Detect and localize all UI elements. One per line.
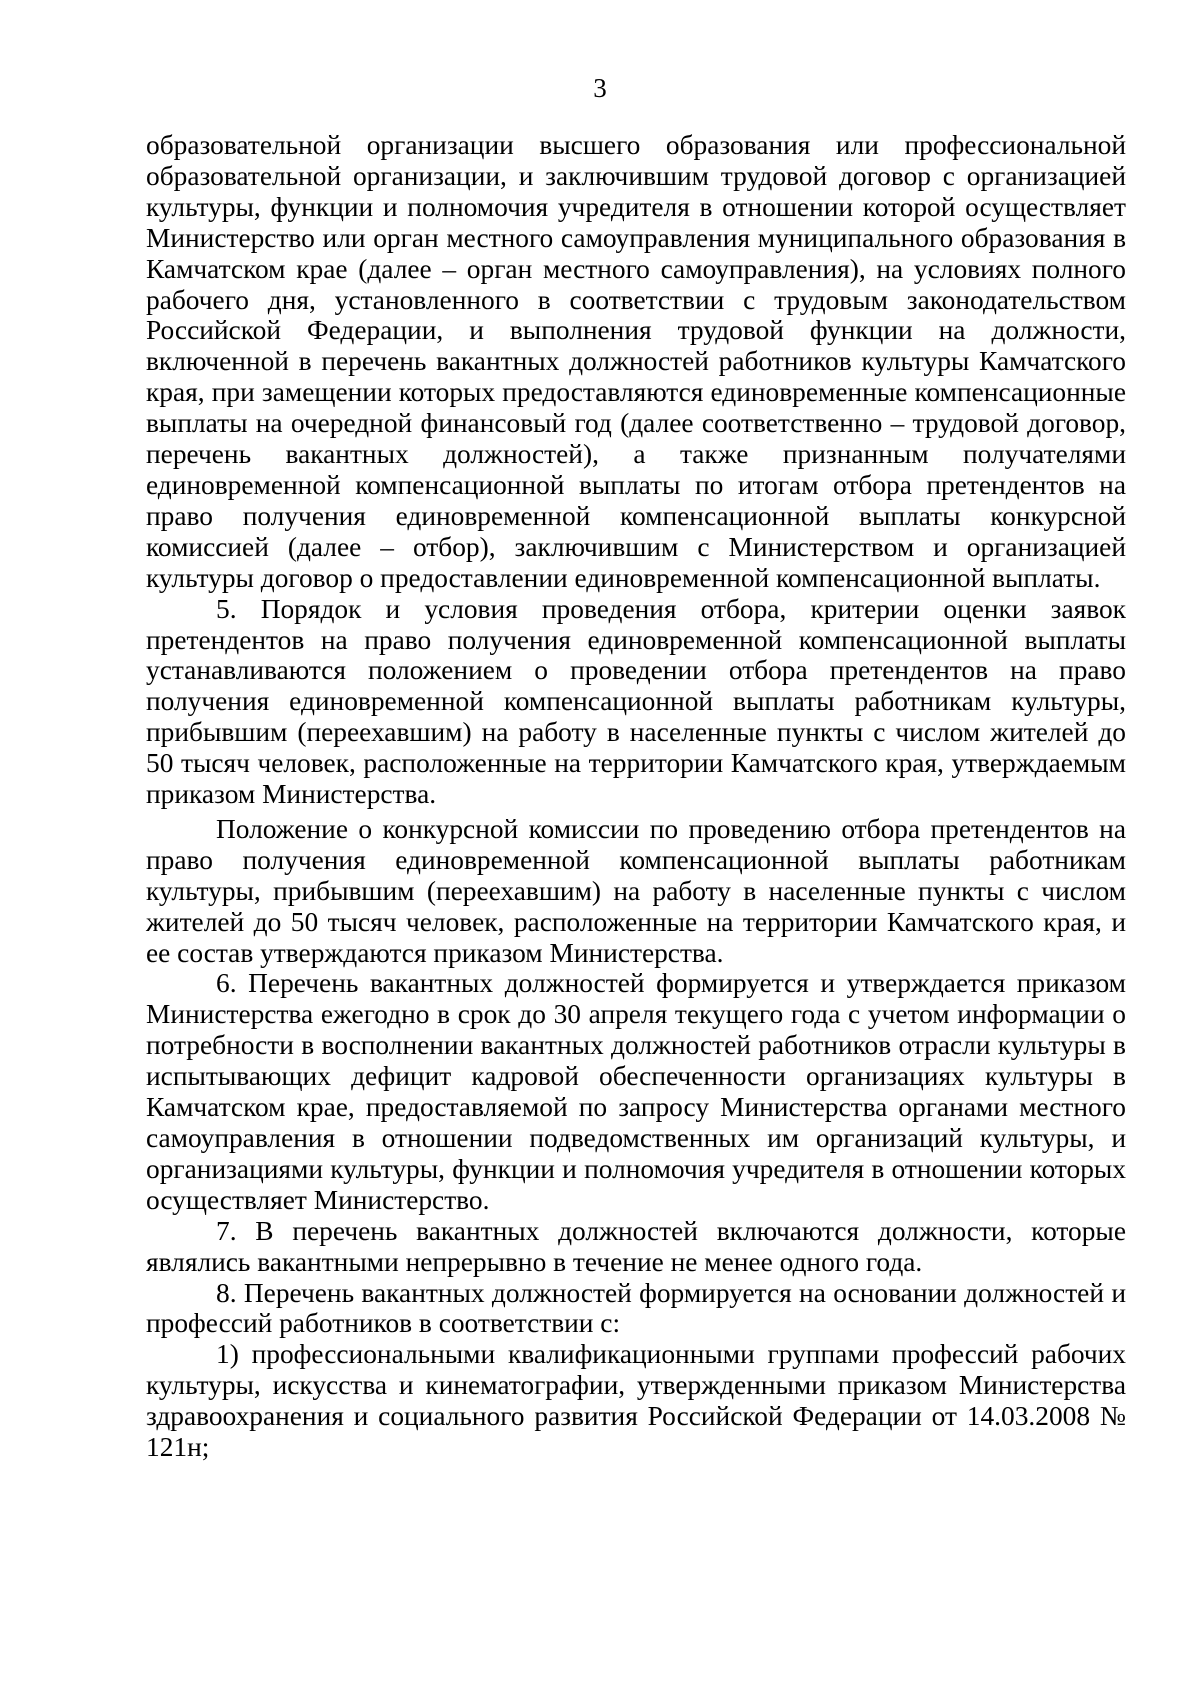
paragraph-item-5: 5. Порядок и условия проведения отбора, критерии оценки заявок претендентов на право получения единовременной компенсационной выплаты устанавливаются положением о проведении отбора претендентов на право получения единовременной компенсационной выплаты работникам культуры, прибывшим (переехавшим) на работу в населенные пункты с числом жителей до 50 тысяч человек, расположенные на территории Камчатского края, утверждаемым приказом Министерства. [146,593,1126,810]
paragraph-continuation: образовательной организации высшего образования или профессиональной образовательной организации, и заключившим трудовой договор с организацией культуры, функции и полномочия учредителя в отношении которой осуществляет Министерство или орган местного самоуправления муниципального образования в Камчатском крае (далее – орган местного самоуправления), на условиях полного рабочего дня, установленного в соответствии с трудовым законодательством Российской Федерации, и выполнения трудовой функции на должности, включенной в перечень вакантных должностей работников культуры Камчатского края, при замещении которых предоставляются единовременные компенсационные выплаты на очередной финансовый год (далее соответственно – трудовой договор, перечень вакантных должностей), а также признанным получателями единовременной компенсационной выплаты по итогам отбора претендентов на право получения единовременной компенсационной выплаты конкурсной комиссией (далее – отбор), заключившим с Министерством и организацией культуры договор о предоставлении единовременной компенсационной выплаты. [146,130,1126,593]
paragraph-subitem-1: 1) профессиональными квалификационными группами профессий рабочих культуры, искусства и кинематографии, утвержденными приказом Министерства здравоохранения и социального развития Российской Федерации от 14.03.2008 № 121н; [146,1339,1126,1463]
paragraph-item-6: 6. Перечень вакантных должностей формируется и утверждается приказом Министерства ежегодно в срок до 30 апреля текущего года с учетом информации о потребности в восполнении вакантных должностей работников отрасли культуры в испытывающих дефицит кадровой обеспеченности организациях культуры в Камчатском крае, предоставляемой по запросу Министерства органами местного самоуправления в отношении подведомственных им организаций культуры, и организациями культуры, функции и полномочия учредителя в отношении которых осуществляет Министерство. [146,968,1126,1215]
page-number: 3 [593,73,607,103]
paragraph-item-8: 8. Перечень вакантных должностей формируется на основании должностей и профессий работников в соответствии с: [146,1277,1126,1339]
paragraph-commission-regulation: Положение о конкурсной комиссии по проведению отбора претендентов на право получения единовременной компенсационной выплаты работникам культуры, прибывшим (переехавшим) на работу в населенные пункты с числом жителей до 50 тысяч человек, расположенные на территории Камчатского края, и ее состав утверждаются приказом Министерства. [146,813,1126,968]
document-body [146,130,1126,1463]
paragraph-item-7: 7. В перечень вакантных должностей включаются должности, которые являлись вакантными непрерывно в течение не менее одного года. [146,1215,1126,1277]
